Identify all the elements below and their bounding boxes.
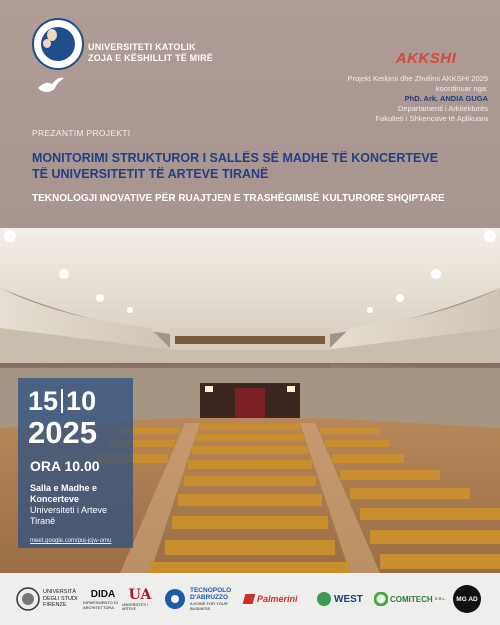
tecnopolo-gear-icon <box>164 588 186 610</box>
credits-coordinated-by: koordinuar nga: <box>435 84 488 93</box>
event-venue <box>30 483 130 527</box>
meet-link[interactable]: meet.google.com/puj-jcjw-omu <box>30 538 112 544</box>
credits-coordinator: PhD. Ark. ANDIA GUGA <box>404 94 488 103</box>
project-credits <box>268 74 488 124</box>
event-month: 10 <box>66 386 97 416</box>
akkshi-logo: AKKSHI <box>395 50 457 67</box>
ua-label: UA <box>128 587 152 603</box>
event-date-panel <box>18 378 133 548</box>
seal-icon <box>32 18 84 70</box>
event-date <box>28 386 96 416</box>
event-time: ORA 10.00 <box>30 458 100 474</box>
project-kicker: PREZANTIM PROJEKTI <box>32 128 131 138</box>
dove-icon <box>36 74 66 98</box>
akkshi-logo-block <box>390 50 462 67</box>
partner-comitech <box>374 573 446 625</box>
credits-faculty: Fakulteti i Shkencave të Aplikuara <box>375 114 488 123</box>
date-separator <box>61 389 63 413</box>
project-title: MONITORIMI STRUKTUROR I SALLËS SË MADHE TË KONCERTEVE TË UNIVERSITETIT TË ARTEVE TIRANË <box>32 151 439 181</box>
partner-palmerini <box>244 573 298 625</box>
partner-tecnopolo <box>164 573 238 625</box>
west-label: WEST <box>334 593 363 605</box>
event-year: 2025 <box>28 415 97 450</box>
partner-dida <box>83 573 123 625</box>
university-name <box>88 42 268 64</box>
palmerini-label: Palmerini <box>257 594 298 604</box>
venue-line2: Universiteti i Arteve Tiranë <box>30 505 108 526</box>
dida-label: DIDA <box>90 588 116 600</box>
comitech-icon <box>374 592 388 606</box>
tecnopolo-sub: A HOME FOR YOUR BUSINESS <box>190 601 228 611</box>
university-name-line2: ZOJA E KËSHILLIT TË MIRË <box>88 53 213 63</box>
west-leaf-icon <box>316 591 332 607</box>
venue-line1: Salla e Madhe e Koncerteve <box>30 483 98 504</box>
firenze-label: UNIVERSITÀ DEGLI STUDI FIRENZE <box>43 589 78 609</box>
partner-logos-bar <box>0 573 500 625</box>
tecnopolo-label: TECNOPOLO D'ABRUZZO <box>190 587 232 601</box>
partner-firenze <box>16 573 81 625</box>
comitech-label: COMITECH <box>390 594 433 604</box>
firenze-seal-icon <box>16 587 40 611</box>
university-logo <box>30 18 240 108</box>
partner-mgad <box>453 573 481 625</box>
partner-west <box>316 573 363 625</box>
comitech-sub: S.R.L. <box>434 595 446 601</box>
credits-project: Projekt Kerkimi dhe Zhvilimi AKKSHI 2025 <box>347 74 488 83</box>
event-day: 15 <box>28 386 59 416</box>
ua-sub: UNIVERSITETI I ARTEVE <box>122 603 149 611</box>
project-subtitle: TEKNOLOGJI INOVATIVE PËR RUAJTJEN E TRASHËGIMISË KULTURORE SHQIPTARE <box>32 193 445 204</box>
dida-sub: DIPARTIMENTO DI ARCHITETTURA <box>83 599 118 610</box>
credits-department: Departamenti i Arkitekturës <box>397 104 488 113</box>
palmerini-mark-icon <box>243 594 256 604</box>
partner-ua <box>122 573 158 625</box>
university-name-line1: UNIVERSITETI KATOLIK <box>88 42 196 52</box>
mgad-label: MG AD <box>453 585 481 613</box>
